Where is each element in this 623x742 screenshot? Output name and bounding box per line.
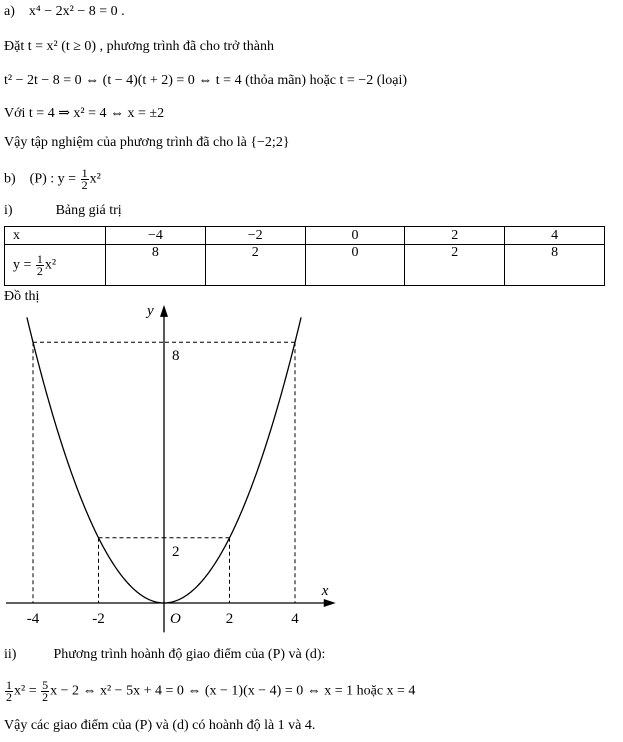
sub-ii-title: Phương trình hoành độ giao điểm của (P) và (d): bbox=[53, 647, 326, 662]
fraction-numerator: 1 bbox=[81, 166, 88, 180]
fraction-numerator: 1 bbox=[36, 251, 43, 266]
sub-i-title: Bảng giá trị bbox=[55, 203, 122, 218]
table-cell: 0 bbox=[305, 245, 405, 286]
x-tick-label: -2 bbox=[92, 611, 105, 627]
row-y-fraction bbox=[36, 251, 44, 278]
sub-ii-heading bbox=[4, 646, 325, 664]
final-conclusion: Vậy các giao điểm của (P) và (d) có hoành độ là 1 và 4. bbox=[4, 718, 316, 733]
fraction-denominator: 2 bbox=[36, 263, 43, 278]
part-a-equation-line bbox=[4, 3, 125, 21]
table-row-y bbox=[5, 245, 605, 286]
table-cell: −2 bbox=[205, 227, 305, 245]
solve-x-line: Với t = 4 ⇒ x² = 4 ⇔ x = ±2 bbox=[4, 106, 165, 121]
origin-label: O bbox=[170, 611, 181, 627]
table-cell: 2 bbox=[405, 227, 505, 245]
table-cell: 0 bbox=[305, 227, 405, 245]
y-axis-label: y bbox=[147, 302, 154, 319]
row-y-label bbox=[5, 245, 106, 286]
y-tick-label: 8 bbox=[172, 348, 180, 365]
table-cell: −4 bbox=[106, 227, 206, 245]
sub-ii-label: ii) bbox=[4, 647, 17, 662]
table-cell: 2 bbox=[205, 245, 305, 286]
parabola-prefix: (P) : y = bbox=[29, 171, 77, 187]
intersection-equation bbox=[4, 680, 415, 703]
row-y-prefix: y = bbox=[13, 257, 32, 273]
part-a-conclusion: Vậy tập nghiệm của phương trình đã cho là {−2;2} bbox=[4, 135, 290, 150]
x-axis-arrow bbox=[324, 599, 336, 607]
table-cell: 4 bbox=[505, 227, 605, 245]
row-y-suffix: x² bbox=[44, 257, 57, 273]
x-tick-label: 2 bbox=[225, 611, 234, 627]
table-cell: 2 bbox=[405, 245, 505, 286]
fraction-denominator: 2 bbox=[6, 690, 12, 704]
sub-i-heading bbox=[4, 202, 122, 220]
part-b-label: b) bbox=[4, 171, 16, 187]
part-a-equation: x⁴ − 2x² − 8 = 0 . bbox=[28, 4, 125, 19]
table-cell: 8 bbox=[505, 245, 605, 286]
y-axis-arrow bbox=[160, 305, 168, 317]
value-table bbox=[4, 226, 605, 286]
y-tick-label: 2 bbox=[172, 543, 180, 560]
table-cell: 8 bbox=[106, 245, 206, 286]
x-axis-label: x bbox=[321, 583, 329, 599]
eq-mid: x² = bbox=[14, 683, 37, 699]
axes bbox=[6, 302, 336, 632]
fraction-denominator: 2 bbox=[81, 178, 88, 192]
fraction-numerator: 5 bbox=[42, 678, 49, 692]
table-row-x bbox=[5, 227, 605, 245]
axis-labels bbox=[27, 303, 329, 627]
part-a-label: a) bbox=[4, 4, 15, 19]
parabola-suffix: x² bbox=[89, 171, 101, 187]
parabola-definition bbox=[4, 168, 101, 191]
parabola-fraction bbox=[81, 168, 89, 191]
eq-rest: x − 2 ⇔ x² − 5x + 4 = 0 ⇔ (x − 1)(x − 4) = 0 ⇔ x = 1 hoặc x = 4 bbox=[50, 683, 416, 699]
fraction-numerator: 1 bbox=[6, 678, 12, 692]
row-x-label: x bbox=[5, 227, 106, 245]
x-tick-label: 4 bbox=[291, 611, 299, 627]
solve-t-line: t² − 2t − 8 = 0 ⇔ (t − 4)(t + 2) = 0 ⇔ t = 4 (thỏa mãn) hoặc t = −2 (loại) bbox=[4, 73, 408, 88]
substitution-line: Đặt t = x² (t ≥ 0) , phương trình đã cho trở thành bbox=[4, 39, 275, 54]
parabola-graph bbox=[0, 300, 623, 645]
sub-i-label: i) bbox=[4, 203, 13, 218]
eq-fraction-1 bbox=[5, 680, 13, 703]
x-tick-label: -4 bbox=[26, 611, 40, 627]
fraction-denominator: 2 bbox=[42, 690, 49, 704]
graph-title: Đồ thị bbox=[4, 289, 40, 304]
eq-fraction-2 bbox=[41, 680, 49, 703]
